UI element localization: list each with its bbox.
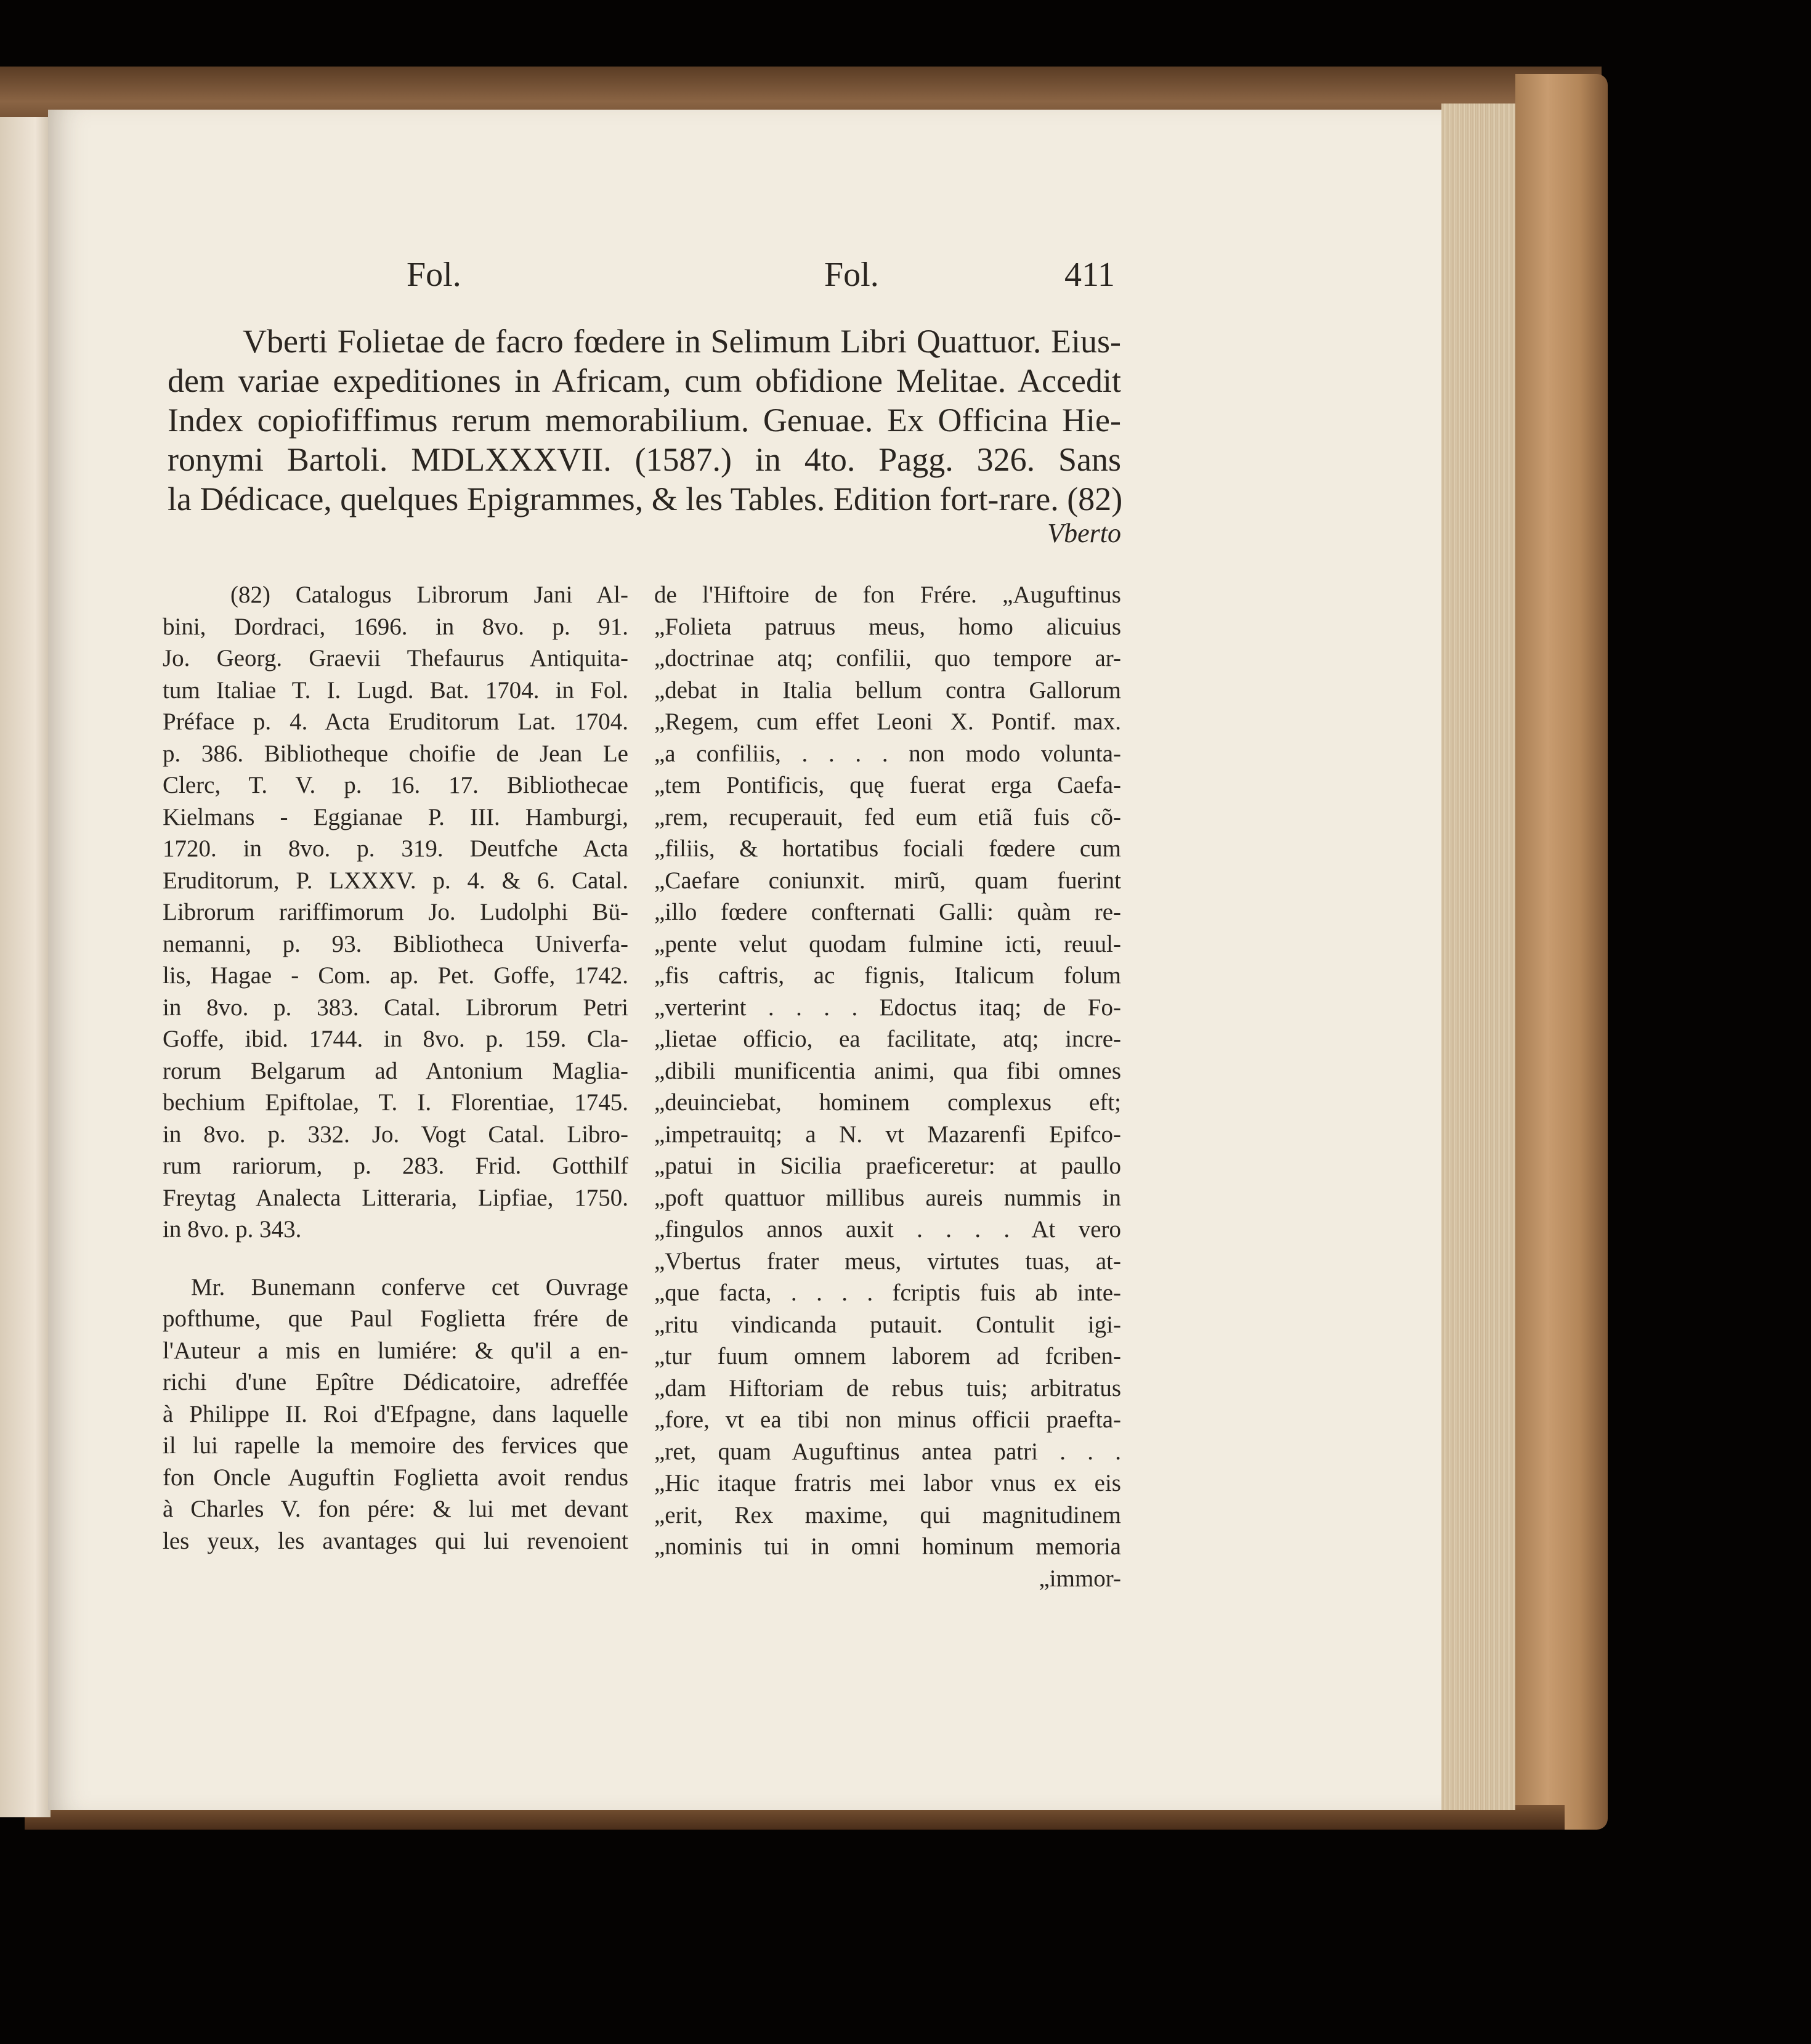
text-line: „verterint . . . . Edoctus itaq; de Fo- bbox=[654, 994, 1121, 1021]
text-line: „patui in Sicilia praeficeretur: at paullo bbox=[654, 1153, 1121, 1179]
text-line: „erit, Rex maxime, qui magnitudinem bbox=[654, 1501, 1121, 1528]
page-number: 411 bbox=[1064, 256, 1115, 294]
text-line: „deuinciebat, hominem complexus eft; bbox=[654, 1089, 1121, 1116]
text-line: Préface p. 4. Acta Eruditorum Lat. 1704. bbox=[163, 708, 628, 735]
catchword-top: Vberto bbox=[1047, 518, 1121, 548]
paragraph-gap bbox=[163, 1246, 628, 1271]
text-line: „fis caftris, ac fignis, Italicum folum bbox=[654, 962, 1121, 989]
text-line: bini, Dordraci, 1696. in 8vo. p. 91. bbox=[163, 613, 628, 640]
text-line: „nominis tui in omni hominum memoria bbox=[654, 1533, 1121, 1560]
text-line: „dibili munificentia animi, qua fibi omnes bbox=[654, 1057, 1121, 1084]
text-line: in 8vo. p. 332. Jo. Vogt Catal. Libro- bbox=[163, 1121, 628, 1148]
title-line: Vberti Folietae de facro fœdere in Selimum Libri Quattuor. Eius- bbox=[243, 323, 1121, 360]
text-line: l'Auteur a mis en lumiére: & qu'il a en- bbox=[163, 1337, 628, 1364]
title-line: ronymi Bartoli. MDLXXXVII. (1587.) in 4to. Pagg. 326. Sans bbox=[168, 441, 1121, 478]
title-line: la Dédicace, quelques Epigrammes, & les Tables. Edition fort-rare. (82) bbox=[168, 481, 1123, 517]
text-line: 1720. in 8vo. p. 319. Deutfche Acta bbox=[163, 835, 628, 862]
text-line: lis, Hagae - Com. ap. Pet. Goffe, 1742. bbox=[163, 962, 628, 989]
text-line: tum Italiae T. I. Lugd. Bat. 1704. in Fol. bbox=[163, 676, 628, 704]
text-line: Freytag Analecta Litteraria, Lipfiae, 1750. bbox=[163, 1184, 628, 1211]
text-line: „poft quattuor millibus aureis nummis in bbox=[654, 1184, 1121, 1211]
text-line: de l'Hiftoire de fon Frére. „Auguftinus bbox=[654, 582, 1121, 608]
title-entry bbox=[168, 322, 1121, 519]
text-line: „tur fuum omnem laborem ad fcriben- bbox=[654, 1343, 1121, 1369]
text-line: „rem, recuperauit, fed eum etiã fuis cõ- bbox=[654, 803, 1121, 830]
text-line: „debat in Italia bellum contra Gallorum bbox=[654, 676, 1121, 704]
running-head-middle: Fol. bbox=[824, 256, 879, 294]
text-line: rum rariorum, p. 283. Frid. Gotthilf bbox=[163, 1153, 628, 1179]
text-line: „a confiliis, . . . . non modo volunta- bbox=[654, 740, 1121, 767]
text-line: „impetrauitq; a N. vt Mazarenfi Epifco- bbox=[654, 1121, 1121, 1148]
running-head-left: Fol. bbox=[407, 256, 461, 294]
text-line: „fore, vt ea tibi non minus officii praefta- bbox=[654, 1406, 1121, 1433]
text-line: Mr. Bunemann conferve cet Ouvrage bbox=[191, 1273, 628, 1300]
right-column bbox=[654, 579, 1121, 1594]
text-line: „lietae officio, ea facilitate, atq; incre- bbox=[654, 1026, 1121, 1052]
title-line: dem variae expeditiones in Africam, cum obfidione Melitae. Accedit bbox=[168, 362, 1121, 399]
catchword-bottom: „immor- bbox=[1039, 1565, 1121, 1592]
text-line: à Philippe II. Roi d'Efpagne, dans laquelle bbox=[163, 1400, 628, 1427]
text-line: Goffe, ibid. 1744. in 8vo. p. 159. Cla- bbox=[163, 1026, 628, 1052]
page-edges bbox=[1441, 103, 1515, 1810]
text-line: Jo. Georg. Graevii Thefaurus Antiquita- bbox=[163, 645, 628, 671]
text-line: Clerc, T. V. p. 16. 17. Bibliothecae bbox=[163, 772, 628, 798]
text-line: „fingulos annos auxit . . . . At vero bbox=[654, 1216, 1121, 1243]
text-line: „doctrinae atq; confilii, quo tempore ar- bbox=[654, 645, 1121, 671]
text-line: nemanni, p. 93. Bibliotheca Univerfa- bbox=[163, 930, 628, 957]
text-line: p. 386. Bibliotheque choifie de Jean Le bbox=[163, 740, 628, 767]
text-line: à Charles V. fon pére: & lui met devant bbox=[163, 1496, 628, 1522]
text-line: richi d'une Epître Dédicatoire, adreffée bbox=[163, 1369, 628, 1395]
text-line: rorum Belgarum ad Antonium Maglia- bbox=[163, 1057, 628, 1084]
left-column bbox=[163, 579, 628, 1557]
text-line: (82) Catalogus Librorum Jani Al- bbox=[230, 582, 628, 608]
text-line: Kielmans - Eggianae P. III. Hamburgi, bbox=[163, 803, 628, 830]
text-line: Librorum rariffimorum Jo. Ludolphi Bü- bbox=[163, 899, 628, 925]
title-line: Index copiofiffimus rerum memorabilium. Genuae. Ex Officina Hie- bbox=[168, 402, 1121, 439]
text-line: il lui rapelle la memoire des fervices que bbox=[163, 1432, 628, 1459]
book-cover-right bbox=[1515, 74, 1608, 1830]
left-page-edge bbox=[0, 117, 51, 1817]
text-line: pofthume, que Paul Foglietta frére de bbox=[163, 1305, 628, 1332]
text-line: „Hic itaque fratris mei labor vnus ex eis bbox=[654, 1470, 1121, 1496]
text-line: „tem Pontificis, quę fuerat erga Caefa- bbox=[654, 772, 1121, 798]
text-line: fon Oncle Auguftin Foglietta avoit rendus bbox=[163, 1464, 628, 1491]
text-line: „filiis, & hortatibus fociali fœdere cum bbox=[654, 835, 1121, 862]
text-line: les yeux, les avantages qui lui revenoient bbox=[163, 1527, 628, 1554]
text-line: Eruditorum, P. LXXXV. p. 4. & 6. Catal. bbox=[163, 867, 628, 894]
text-line: „pente velut quodam fulmine icti, reuul- bbox=[654, 930, 1121, 957]
text-line: „ret, quam Auguftinus antea patri . . . bbox=[654, 1438, 1121, 1465]
text-line: bechium Epiftolae, T. I. Florentiae, 1745. bbox=[163, 1089, 628, 1116]
text-line: „Folieta patruus meus, homo alicuius bbox=[654, 613, 1121, 640]
text-line: „Vbertus frater meus, virtutes tuas, at- bbox=[654, 1247, 1121, 1275]
text-line: in 8vo. p. 343. bbox=[163, 1216, 302, 1243]
text-line: „dam Hiftoriam de rebus tuis; arbitratus bbox=[654, 1374, 1121, 1401]
text-line: „illo fœdere confternati Galli: quàm re- bbox=[654, 899, 1121, 925]
text-line: „Regem, cum effet Leoni X. Pontif. max. bbox=[654, 708, 1121, 735]
text-line: „Caefare coniunxit. mirũ, quam fuerint bbox=[654, 867, 1121, 894]
text-line: in 8vo. p. 383. Catal. Librorum Petri bbox=[163, 994, 628, 1021]
text-line: „que facta, . . . . fcriptis fuis ab inte- bbox=[654, 1280, 1121, 1306]
text-line: „ritu vindicanda putauit. Contulit igi- bbox=[654, 1311, 1121, 1338]
